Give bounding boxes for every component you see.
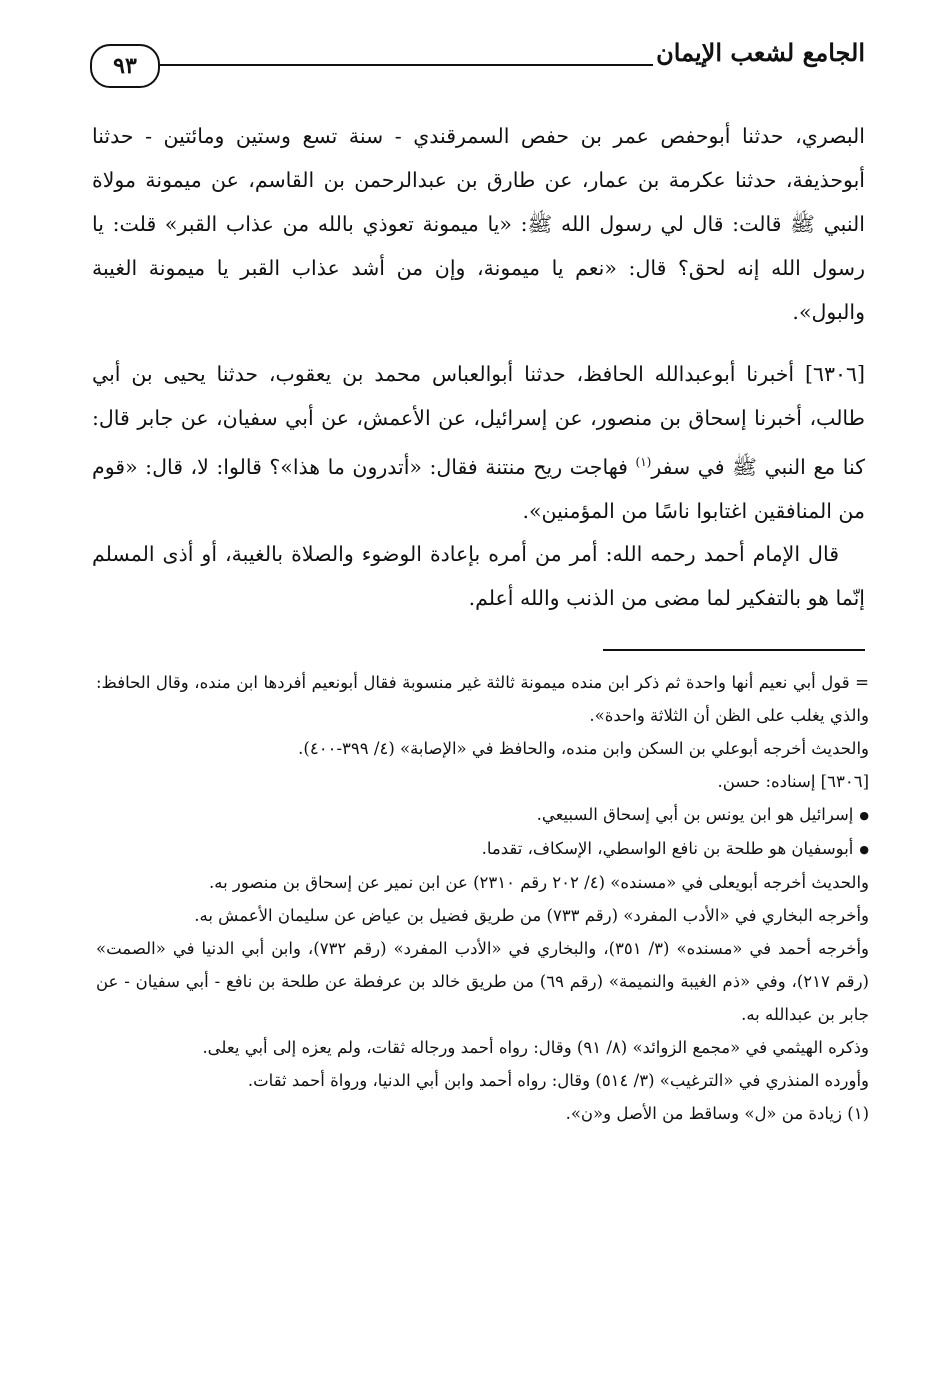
running-header-title: الجامع لشعب الإيمان xyxy=(656,38,865,67)
footnote-mundhiri: وأورده المنذري في «الترغيب» (٣/ ٥١٤) وقال: رواه أحمد وابن أبي الدنيا، ورواة أحمد ثقات. xyxy=(247,1071,869,1090)
footnote-marker-1: (١) xyxy=(635,455,652,469)
imam-ahmad-comment: قال الإمام أحمد رحمه الله: أمر من أمره بإعادة الوضوء والصلاة بالغيبة، أو أذى المسلم إنّما هو بالتفكير لما مضى من الذنب والله أعلم. xyxy=(92,542,865,610)
footnote-bukhari: وأخرجه البخاري في «الأدب المفرد» (رقم ٧٣٣) من طريق فضيل بن عياض عن سليمان الأعمش به. xyxy=(194,906,869,925)
hadith-6306-text-b: فهاجت ريح منتنة فقال: «أتدرون ما هذا»؟ قالوا: لا، قال: «قوم من المنافقين اغتابوا ناسًا من المؤمنين». xyxy=(92,454,865,523)
footnote-bullet-abusufyan: ● أبوسفيان هو طلحة بن نافع الواسطي، الإسكاف، تقدما. xyxy=(96,832,869,866)
hadith-text-6306 xyxy=(92,352,865,533)
main-paragraph-2 xyxy=(92,352,865,533)
footnote-haythami: وذكره الهيثمي في «مجمع الزوائد» (٨/ ٩١) وقال: رواه أحمد ورجاله ثقات، ولم يعزه إلى أبي يعلى. xyxy=(202,1038,869,1057)
footnote-isnad-6306: [٦٣٠٦] إسناده: حسن. xyxy=(717,772,869,791)
footnote-ahmad: وأخرجه أحمد في «مسنده» (٣/ ٣٥١)، والبخاري في «الأدب المفرد» (رقم ٧٣٢)، وابن أبي الدنيا في «الصمت» (رقم ٢١٧)، وفي «ذم الغيبة والنميمة» (رقم ٦٩) من طريق خالد بن عرفطة عن طلحة بن نافع - أبي سفيان - عن جابر بن عبدالله به. xyxy=(96,939,869,1024)
hadith-6306-text-a: [٦٣٠٦] أخبرنا أبوعبدالله الحافظ، حدثنا أبوالعباس محمد بن يعقوب، حدثنا يحيى بن أبي طالب، أخبرنا إسحاق بن منصور، عن إسرائيل، عن الأعمش، عن أبي سفيان، عن جابر قال: كنا مع النبي ﷺ في سفر xyxy=(92,362,865,479)
page-number-badge: ٩٣ xyxy=(90,44,160,88)
header-rule xyxy=(158,64,653,66)
footnote-continued: = قول أبي نعيم أنها واحدة ثم ذكر ابن منده ميمونة ثالثة غير منسوبة فقال أبونعيم أفردها ابن منده، وقال الحافظ: والذي يغلب على الظن أن الثلاثة واحدة». xyxy=(96,673,869,725)
main-paragraph-1 xyxy=(92,114,865,334)
footnote-1: (١) زيادة من «ل» وساقط من الأصل و«ن». xyxy=(565,1104,869,1123)
footnote-bullet-israel: ● إسرائيل هو ابن يونس بن أبي إسحاق السبيعي. xyxy=(96,798,869,832)
footnote-abu-yala: والحديث أخرجه أبويعلى في «مسنده» (٤/ ٢٠٢ رقم ٢٣١٠) عن ابن نمير عن إسحاق بن منصور به. xyxy=(209,873,869,892)
main-paragraph-3 xyxy=(92,532,865,620)
footnotes-section xyxy=(96,666,869,1130)
footnote-separator xyxy=(603,649,865,651)
footnote-takhrij-6305: والحديث أخرجه أبوعلي بن السكن وابن منده، والحافظ في «الإصابة» (٤/ ٣٩٩-٤٠٠). xyxy=(298,739,869,758)
hadith-text-6305-continued: البصري، حدثنا أبوحفص عمر بن حفص السمرقندي - سنة تسع وستين ومائتين - حدثنا أبوحذيفة، حدثنا عكرمة بن عمار، عن طارق بن عبدالرحمن بن القاسم، عن ميمونة مولاة النبي ﷺ قالت: قال لي رسول الله ﷺ: «يا ميمونة تعوذي بالله من عذاب القبر» قلت: يا رسول الله إنه لحق؟ قال: «نعم يا ميمونة، وإن من أشد عذاب القبر يا ميمونة الغيبة والبول». xyxy=(92,124,865,324)
